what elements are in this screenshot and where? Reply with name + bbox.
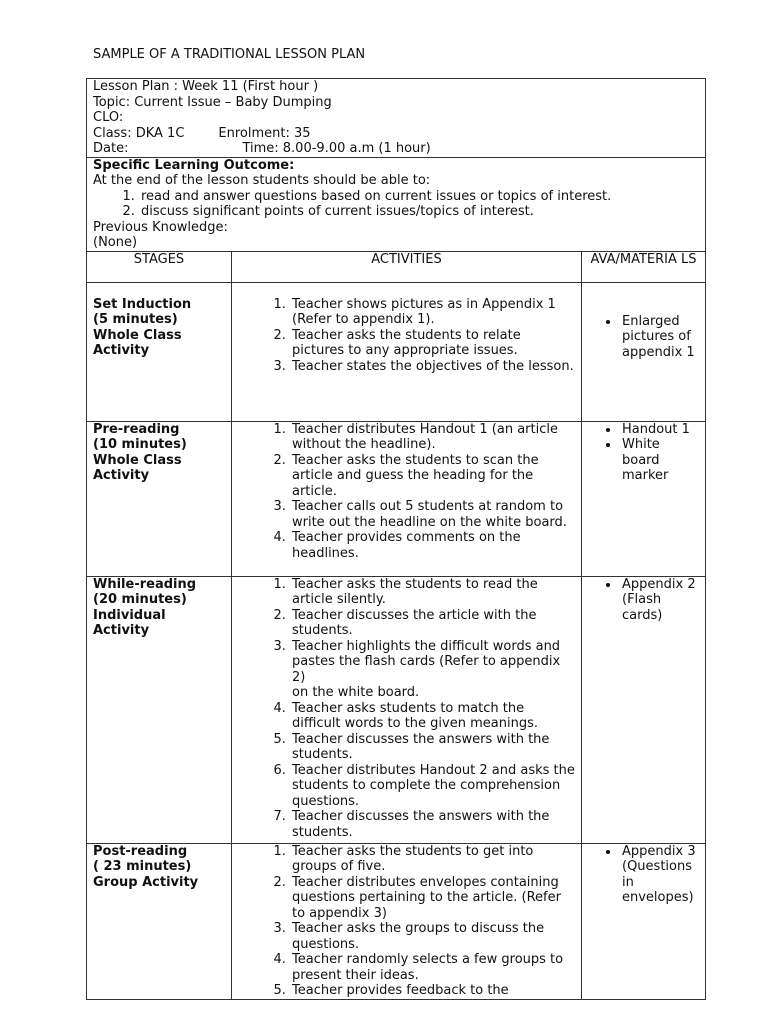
activities-header: ACTIVITIES xyxy=(232,251,582,282)
materials-cell xyxy=(582,421,706,576)
document-title: SAMPLE OF A TRADITIONAL LESSON PLAN xyxy=(93,47,366,62)
stage-duration: (5 minutes) xyxy=(93,312,178,327)
outcome-row xyxy=(87,157,706,251)
activity-item: 3. Teacher states the objectives of the lesson. xyxy=(290,359,575,375)
outcome-heading: Specific Learning Outcome: xyxy=(93,157,295,173)
outcome-list xyxy=(93,189,699,220)
topic-line: Topic: Current Issue – Baby Dumping xyxy=(93,94,332,110)
activities-list xyxy=(238,422,575,562)
stage-mode: Activity xyxy=(93,343,150,358)
stage-duration: ( 23 minutes) xyxy=(93,859,192,874)
activities-list xyxy=(238,297,575,375)
activity-item: 1. Teacher distributes Handout 1 (an article without the headline). xyxy=(290,422,575,453)
activity-item: 4. Teacher randomly selects a few groups to present their ideas. xyxy=(290,952,575,983)
activity-item: 4. Teacher provides comments on the headlines. xyxy=(290,530,575,561)
stage-mode: Individual xyxy=(93,607,166,623)
stage-mode: Whole Class xyxy=(93,327,182,343)
materials-list xyxy=(588,844,699,906)
enrolment-value: Enrolment: 35 xyxy=(218,125,311,141)
material-item: • Appendix 3 (Questions in envelopes) xyxy=(620,844,699,906)
time-value: Time: 8.00-9.00 a.m (1 hour) xyxy=(242,141,431,156)
materials-header: AVA/MATERIA LS xyxy=(582,251,706,282)
materials-cell xyxy=(582,282,706,421)
materials-list xyxy=(588,422,699,484)
stage-mode: Activity xyxy=(93,623,150,638)
materials-cell xyxy=(582,843,706,999)
activity-item: 2. Teacher asks the students to scan the article and guess the heading for the article. xyxy=(290,453,575,500)
previous-knowledge-label: Previous Knowledge: xyxy=(93,219,228,235)
activities-list xyxy=(238,844,575,999)
stage-cell xyxy=(87,421,232,576)
stage-mode: Group Activity xyxy=(93,874,199,890)
activity-item: 6. Teacher distributes Handout 2 and asks the students to complete the comprehension questions. xyxy=(290,763,575,810)
activities-cell xyxy=(232,282,582,421)
activity-item: 4. Teacher asks students to match the difficult words to the given meanings. xyxy=(290,701,575,732)
material-item: • White board marker xyxy=(620,437,699,484)
activity-item: 7. Teacher discusses the answers with the students. xyxy=(290,809,575,840)
clo-line: CLO: xyxy=(93,110,124,125)
stage-name: Post-reading xyxy=(93,843,188,859)
material-item: • Appendix 2 (Flash cards) xyxy=(620,577,699,624)
activity-item: 1. Teacher asks the students to get into groups of five. xyxy=(290,844,575,875)
activity-item: 3. Teacher calls out 5 students at random to write out the headline on the white board. xyxy=(290,499,575,530)
activities-cell xyxy=(232,843,582,999)
stage-name: While-reading xyxy=(93,576,197,592)
stage-row-set-induction xyxy=(87,282,706,421)
activity-item: 3. Teacher asks the groups to discuss the questions. xyxy=(290,921,575,952)
activity-item: 1. Teacher asks the students to read the article silently. xyxy=(290,577,575,608)
stage-row-post-reading xyxy=(87,843,706,999)
stage-name: Pre-reading xyxy=(93,421,180,437)
date-line xyxy=(93,141,699,157)
material-item: • Handout 1 xyxy=(620,422,699,438)
stage-cell xyxy=(87,282,232,421)
activity-item xyxy=(290,639,575,701)
activity-item: 2. Teacher distributes envelopes containing questions pertaining to the article. (Refer to appendix 3) xyxy=(290,875,575,922)
outcome-item: 1. read and answer questions based on current issues or topics of interest. xyxy=(139,189,699,205)
activity-text: Teacher highlights the difficult words and pastes the flash cards (Refer to appendix 2) xyxy=(292,638,561,685)
class-value: Class: DKA 1C xyxy=(93,125,185,141)
stage-row-while-reading xyxy=(87,576,706,843)
outcome-intro: At the end of the lesson students should be able to: xyxy=(93,173,431,188)
stage-duration: (20 minutes) xyxy=(93,592,187,607)
activity-text-continued: on the white board. xyxy=(292,685,420,700)
date-label: Date: xyxy=(93,141,129,156)
stage-cell xyxy=(87,576,232,843)
activity-item: 5. Teacher discusses the answers with the students. xyxy=(290,732,575,763)
materials-list xyxy=(588,577,699,624)
activity-item: 5. Teacher provides feedback to the xyxy=(290,983,575,999)
stage-duration: (10 minutes) xyxy=(93,437,187,452)
previous-knowledge-value: (None) xyxy=(93,235,138,250)
activities-cell xyxy=(232,421,582,576)
activity-item: 2. Teacher asks the students to relate pictures to any appropriate issues. xyxy=(290,328,575,359)
column-header-row xyxy=(87,251,706,282)
lesson-plan-table xyxy=(86,78,706,1000)
materials-list xyxy=(588,314,699,361)
class-line xyxy=(93,126,699,142)
materials-cell xyxy=(582,576,706,843)
activities-list xyxy=(238,577,575,841)
material-item: • Enlarged pictures of appendix 1 xyxy=(620,314,699,361)
outcome-item: 2. discuss significant points of current issues/topics of interest. xyxy=(139,204,699,220)
stage-name: Set Induction xyxy=(93,296,192,312)
stage-mode: Whole Class xyxy=(93,452,182,468)
stages-header: STAGES xyxy=(87,251,232,282)
stage-row-pre-reading xyxy=(87,421,706,576)
activities-cell xyxy=(232,576,582,843)
activity-item: 1. Teacher shows pictures as in Appendix 1 (Refer to appendix 1). xyxy=(290,297,575,328)
lesson-plan-line: Lesson Plan : Week 11 (First hour ) xyxy=(93,79,319,94)
activity-item: 2. Teacher discusses the article with the students. xyxy=(290,608,575,639)
header-row xyxy=(87,79,706,158)
stage-cell xyxy=(87,843,232,999)
stage-mode: Activity xyxy=(93,468,150,483)
